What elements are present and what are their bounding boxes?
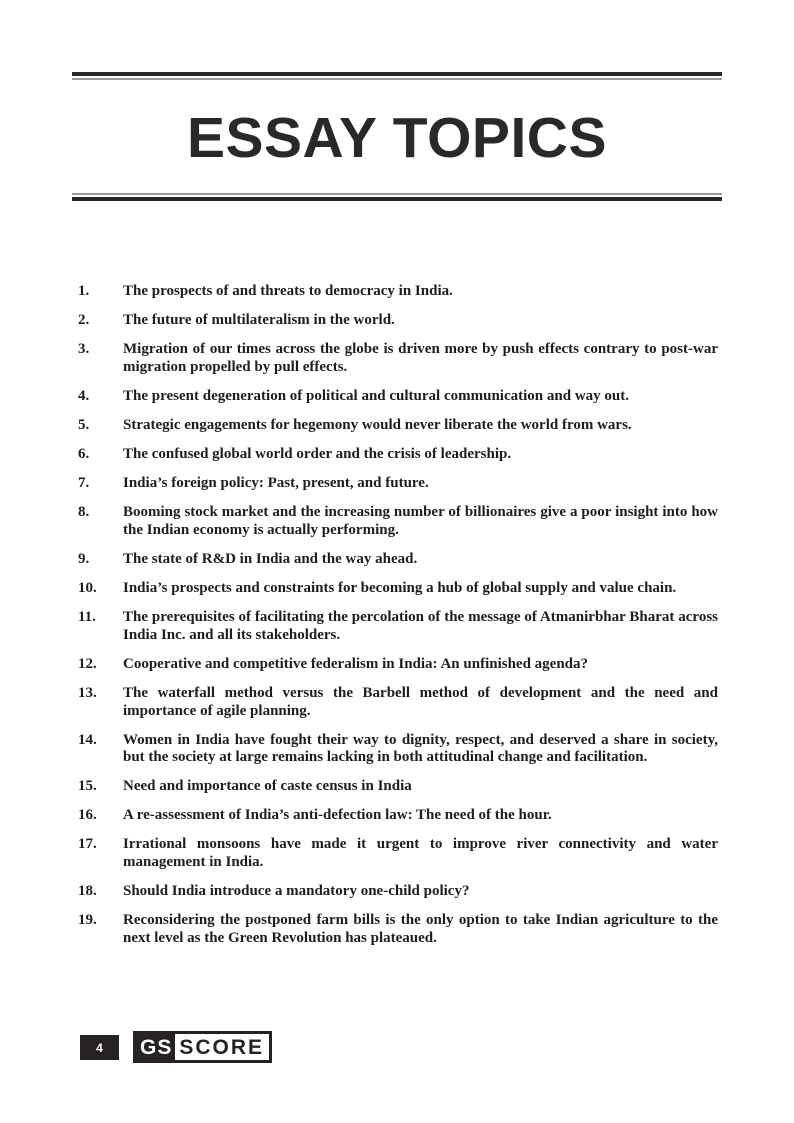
list-item bbox=[78, 283, 718, 301]
topic-number: 9. bbox=[78, 550, 90, 567]
topic-number: 7. bbox=[78, 475, 90, 492]
topic-text: The state of R&D in India and the way ahead. bbox=[123, 550, 418, 567]
topic-text: Women in India have fought their way to dignity, respect, and deserved a share in society, but the society at large remains lacking in both attitudinal change and facilitation. bbox=[123, 731, 718, 766]
list-item bbox=[78, 312, 718, 330]
topic-number: 11. bbox=[78, 609, 96, 626]
topic-number: 15. bbox=[78, 778, 97, 795]
topic-text: Should India introduce a mandatory one-child policy? bbox=[123, 883, 470, 900]
list-item bbox=[78, 807, 718, 825]
rule-thick bbox=[72, 72, 722, 76]
topic-number: 2. bbox=[78, 312, 90, 329]
topic-number: 4. bbox=[78, 387, 90, 404]
topic-number: 6. bbox=[78, 446, 90, 463]
topic-text: A re-assessment of India’s anti-defection law: The need of the hour. bbox=[123, 807, 552, 824]
list-item bbox=[78, 685, 718, 720]
list-item bbox=[78, 504, 718, 539]
topic-text: Reconsidering the postponed farm bills is the only option to take Indian agriculture to the next level as the Green Revolution has plateaued. bbox=[123, 912, 718, 946]
topic-text: Need and importance of caste census in India bbox=[123, 778, 412, 795]
topic-number: 8. bbox=[78, 504, 90, 521]
topics-list bbox=[78, 283, 718, 959]
topic-number: 19. bbox=[78, 912, 97, 929]
list-item bbox=[78, 912, 718, 947]
list-item bbox=[78, 609, 718, 644]
topic-number: 14. bbox=[78, 731, 97, 748]
list-item bbox=[78, 836, 718, 871]
topic-text: India’s foreign policy: Past, present, and future. bbox=[123, 475, 429, 492]
list-item bbox=[78, 475, 718, 493]
list-item bbox=[78, 732, 718, 767]
topic-text: The future of multilateralism in the world. bbox=[123, 312, 395, 329]
topic-text: Cooperative and competitive federalism in India: An unfinished agenda? bbox=[123, 655, 589, 672]
topic-text: Migration of our times across the globe is driven more by push effects contrary to post-war migration propelled by pull effects. bbox=[123, 341, 718, 375]
list-item bbox=[78, 778, 718, 796]
topic-text: Strategic engagements for hegemony would never liberate the world from wars. bbox=[123, 416, 632, 433]
gsscore-logo bbox=[133, 1031, 272, 1063]
topic-text: Irrational monsoons have made it urgent to improve river connectivity and water management in India. bbox=[123, 836, 718, 871]
logo-gs-segment: GS bbox=[136, 1034, 175, 1060]
rule-thick bbox=[72, 197, 722, 201]
topic-text: The prospects of and threats to democracy in India. bbox=[123, 283, 453, 299]
topic-number: 12. bbox=[78, 655, 97, 672]
logo-score-segment: SCORE bbox=[175, 1034, 269, 1060]
topic-number: 3. bbox=[78, 341, 90, 358]
page-title: ESSAY TOPICS bbox=[187, 106, 607, 170]
topic-text: The waterfall method versus the Barbell method of development and the need and importance of agile planning. bbox=[123, 684, 718, 719]
list-item bbox=[78, 388, 718, 406]
topic-number: 10. bbox=[78, 580, 97, 597]
list-item bbox=[78, 580, 718, 598]
rule-thin bbox=[72, 193, 722, 195]
list-item bbox=[78, 341, 718, 376]
header-top-double-rule bbox=[72, 72, 722, 80]
topic-number: 17. bbox=[78, 836, 97, 853]
topic-number: 1. bbox=[78, 283, 90, 299]
list-item bbox=[78, 551, 718, 569]
list-item bbox=[78, 883, 718, 901]
topic-text: The prerequisites of facilitating the percolation of the message of Atmanirbhar Bharat across India Inc. and all its stakeholders. bbox=[123, 609, 718, 643]
topic-number: 18. bbox=[78, 883, 97, 900]
topic-number: 16. bbox=[78, 807, 97, 824]
topic-number: 13. bbox=[78, 684, 97, 701]
topic-text: Booming stock market and the increasing number of billionaires give a poor insight into how the Indian economy is actually performing. bbox=[123, 504, 718, 538]
topic-text: India’s prospects and constraints for becoming a hub of global supply and value chain. bbox=[123, 580, 677, 597]
list-item bbox=[78, 656, 718, 674]
list-item bbox=[78, 417, 718, 435]
list-item bbox=[78, 446, 718, 464]
topic-text: The present degeneration of political and cultural communication and way out. bbox=[123, 387, 629, 404]
header-bottom-double-rule bbox=[72, 193, 722, 201]
topic-text: The confused global world order and the crisis of leadership. bbox=[123, 446, 512, 463]
page-number-badge: 4 bbox=[80, 1035, 119, 1060]
page-header bbox=[72, 72, 722, 201]
topic-number: 5. bbox=[78, 416, 90, 433]
